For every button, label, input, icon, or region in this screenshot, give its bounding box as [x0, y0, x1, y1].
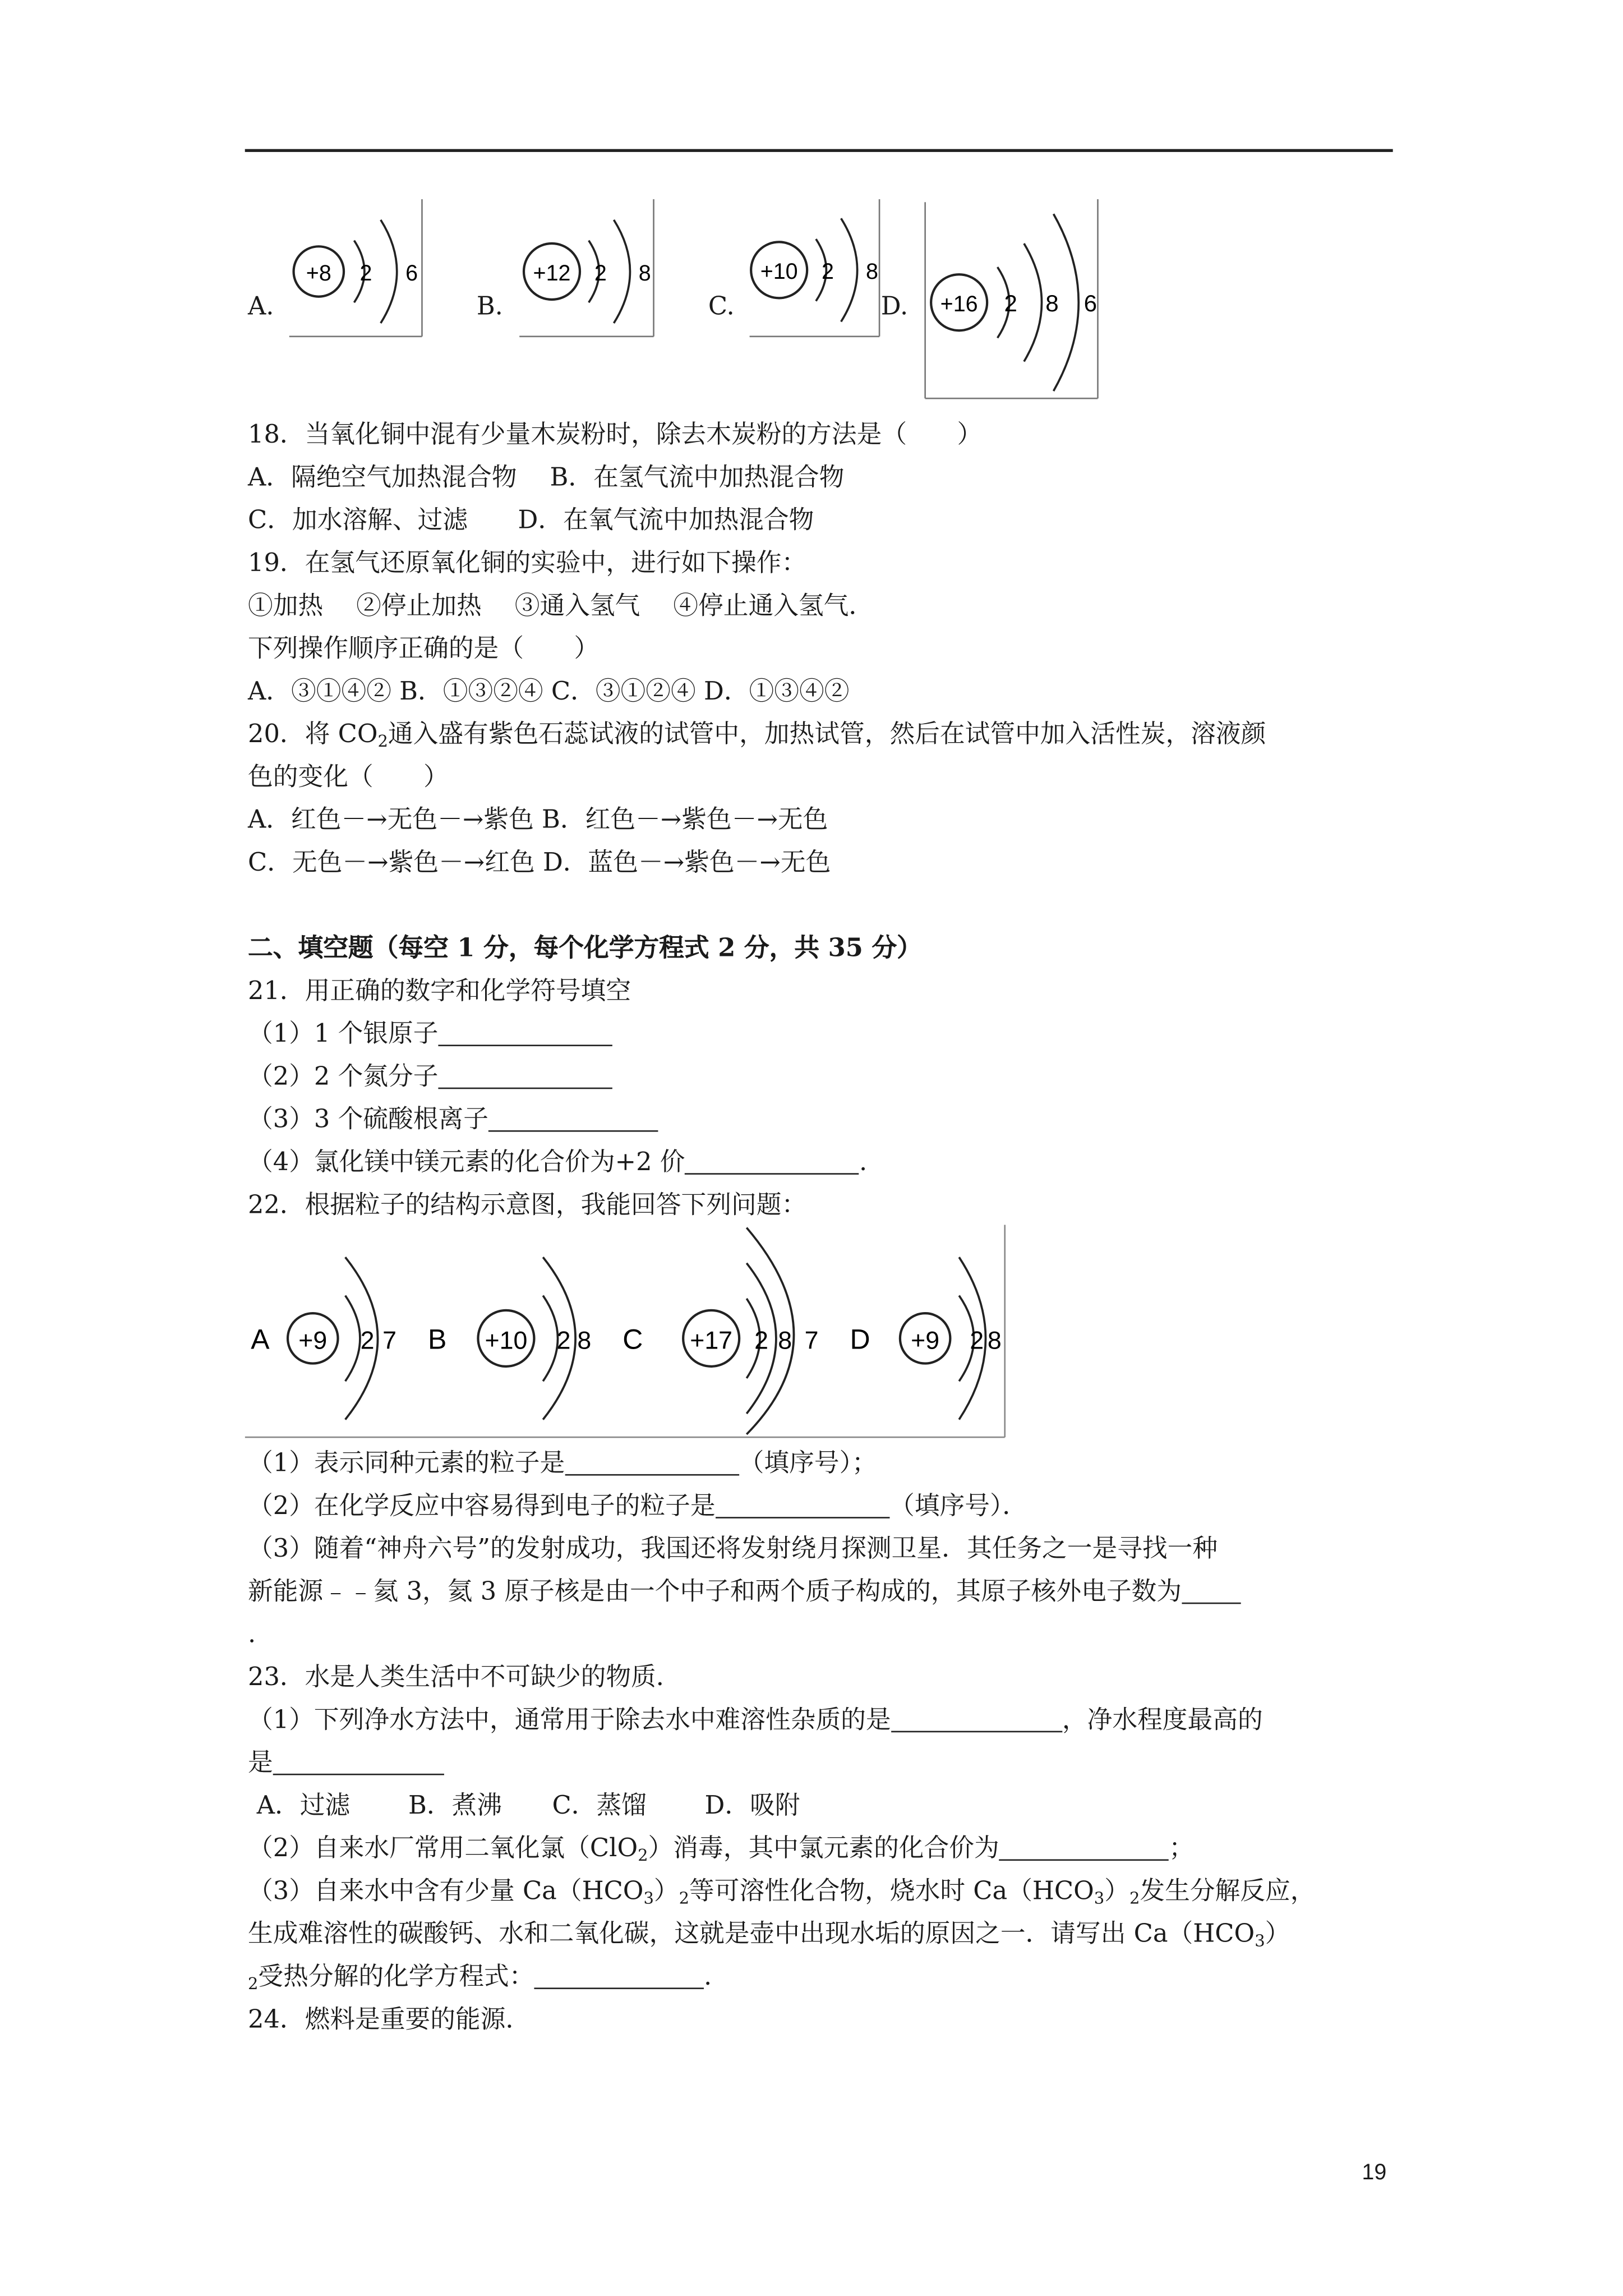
q19-options: A．③①④② B．①③②④ C．③①②④ D．①③④② — [248, 677, 850, 707]
q23-part-3-line-2: 生成难溶性的碳酸钙、水和二氧化碳，这就是壶中出现水垢的原因之一．请写出 $Ca(HCO_3)$ — [248, 1920, 1290, 1951]
q23-stem: 23．水是人类生活中不可缺少的物质． — [248, 1663, 681, 1693]
answer-blank[interactable] — [488, 1107, 658, 1132]
answer-blank[interactable] — [273, 1750, 444, 1775]
q23-part-3-line-3: $_2$受热分解的化学方程式： . — [248, 1962, 712, 1994]
answer-blank[interactable] — [716, 1493, 889, 1519]
q17-option-c-label: C. — [708, 292, 735, 322]
q22-c-shell-1: 2 — [754, 1327, 769, 1355]
q23-options: A．过滤 B．煮沸 C．蒸馏 D．吸附 — [256, 1791, 800, 1821]
q22-a-shell-1: 2 — [360, 1327, 375, 1355]
q23-part-1-line-2: 是 — [248, 1749, 444, 1778]
q22-label-b: B — [427, 1323, 447, 1355]
q17-option-b-label: B. — [476, 292, 503, 322]
q22-label-a: A — [251, 1323, 270, 1355]
answer-blank[interactable] — [439, 1064, 612, 1089]
q22-label-d: D — [850, 1323, 870, 1355]
q20-stem: 20．将 $CO_2$通入盛有紫色石蕊试液的试管中，加热试管，然后在试管中加入活性炭，溶液颜 — [248, 720, 1266, 751]
q22-part-1: （1）表示同种元素的粒子是 （填序号）； — [248, 1449, 877, 1479]
q22-d-nucleus: +9 — [911, 1327, 940, 1355]
q18-options-ab: A．隔绝空气加热混合物 B．在氢气流中加热混合物 — [248, 463, 845, 493]
q23-part-2: （2）自来水厂常用二氧化氯（ClO$_2$）消毒，其中氯元素的化合价为 ； — [248, 1834, 1195, 1865]
answer-blank[interactable] — [439, 1021, 612, 1046]
q22-b-shell-2: 8 — [577, 1327, 592, 1355]
q22-a-shell-2: 7 — [382, 1327, 397, 1355]
q22-c-shell-2: 8 — [778, 1327, 792, 1355]
q19-question: 下列操作顺序正确的是（ ） — [248, 634, 600, 664]
q20-stem-continued: 色的变化（ ） — [248, 762, 449, 793]
q21-item-4: （4）氯化镁中镁元素的化合价为+2 价 . — [248, 1148, 868, 1178]
q22-stem: 22．根据粒子的结构示意图，我能回答下列问题： — [248, 1190, 807, 1221]
q22-d-shell-1: 2 — [970, 1327, 984, 1355]
q17-option-c-diagram — [750, 196, 886, 338]
q17c-shell-2: 8 — [865, 259, 878, 284]
q22-d-shell-2: 8 — [987, 1327, 1002, 1355]
q24-stem: 24．燃料是重要的能源． — [248, 2005, 531, 2035]
q17d-nucleus: +16 — [940, 292, 978, 317]
q17c-nucleus: +10 — [760, 259, 798, 284]
q17-option-d-diagram — [924, 196, 1104, 403]
q17-option-a-diagram — [289, 196, 431, 338]
q17b-nucleus: +12 — [533, 260, 571, 286]
q18-options-cd: C．加水溶解、过滤 D．在氧气流中加热混合物 — [248, 506, 814, 536]
q22-c-nucleus: +17 — [690, 1327, 733, 1355]
q21-item-3: （3）3 个硫酸根离子 — [248, 1105, 658, 1135]
q17-option-a-label: A. — [248, 292, 274, 322]
q23-part-1-line-1: （1）下列净水方法中，通常用于除去水中难溶性杂质的是 ，净水程度最高的 — [248, 1705, 1263, 1736]
q17a-shell-2: 6 — [405, 260, 418, 286]
q21-item-1: （1）1 个银原子 — [248, 1020, 612, 1050]
q17b-shell-2: 8 — [638, 260, 651, 286]
q17d-shell-2: 8 — [1045, 290, 1059, 317]
q17c-shell-1: 2 — [822, 259, 834, 284]
answer-blank[interactable] — [999, 1835, 1169, 1861]
q22-part-3-line-1: （3）随着“神舟六号”的发射成功，我国还将发射绕月探测卫星．其任务之一是寻找一种 — [248, 1534, 1218, 1565]
q17d-shell-3: 6 — [1083, 290, 1098, 317]
q22-c-shell-3: 7 — [804, 1327, 819, 1355]
q19-operations: ①加热 ②停止加热 ③通入氢气 ④停止通入氢气． — [248, 591, 874, 622]
q23-part-3-line-1: （3）自来水中含有少量 $Ca(HCO_3)_2$等可溶性化合物，烧水时 $Ca(HCO_3)_2$发生分解反应， — [248, 1876, 1316, 1908]
q20-options-ab: A．红色－→无色－→紫色 B．红色－→紫色－→无色 — [248, 806, 828, 835]
answer-blank[interactable] — [534, 1964, 704, 1989]
q21-stem: 21．用正确的数字和化学符号填空 — [248, 977, 631, 1007]
q18-stem: 18．当氧化铜中混有少量木炭粉时，除去木炭粉的方法是（ ） — [248, 420, 983, 450]
q22-part-3-line-2: 新能源﹣﹣氦 3，氦 3 原子核是由一个中子和两个质子构成的，其原子核外电子数为 — [248, 1577, 1241, 1607]
page-number: 19 — [1362, 2160, 1387, 2185]
answer-blank[interactable] — [1182, 1579, 1241, 1604]
q17-option-d-label: D. — [880, 292, 909, 322]
q22-b-nucleus: +10 — [485, 1327, 528, 1355]
q19-stem: 19．在氢气还原氧化铜的实验中，进行如下操作： — [248, 549, 807, 579]
header-rule — [245, 149, 1393, 151]
q17a-nucleus: +8 — [306, 260, 331, 286]
q17a-shell-1: 2 — [359, 260, 372, 286]
section-heading: 二、填空题（每空 1 分，每个化学方程式 2 分，共 35 分） — [248, 934, 922, 964]
q22-a-nucleus: +9 — [298, 1327, 328, 1355]
q22-label-c: C — [623, 1323, 643, 1355]
q17-option-b-diagram — [519, 196, 661, 338]
q22-part-3-end: . — [248, 1620, 256, 1650]
q20-options-cd: C．无色－→紫色－→红色 D．蓝色－→紫色－→无色 — [248, 848, 831, 878]
answer-blank[interactable] — [565, 1451, 739, 1476]
answer-blank[interactable] — [685, 1149, 859, 1175]
q21-item-2: （2）2 个氮分子 — [248, 1062, 612, 1092]
q22-b-shell-1: 2 — [556, 1327, 571, 1355]
q17d-shell-1: 2 — [1004, 290, 1017, 317]
q17b-shell-1: 2 — [594, 260, 607, 286]
answer-blank[interactable] — [891, 1707, 1062, 1732]
q22-particle-diagrams — [245, 1225, 1009, 1440]
q22-part-2: （2）在化学反应中容易得到电子的粒子是 （填序号）． — [248, 1492, 1028, 1522]
